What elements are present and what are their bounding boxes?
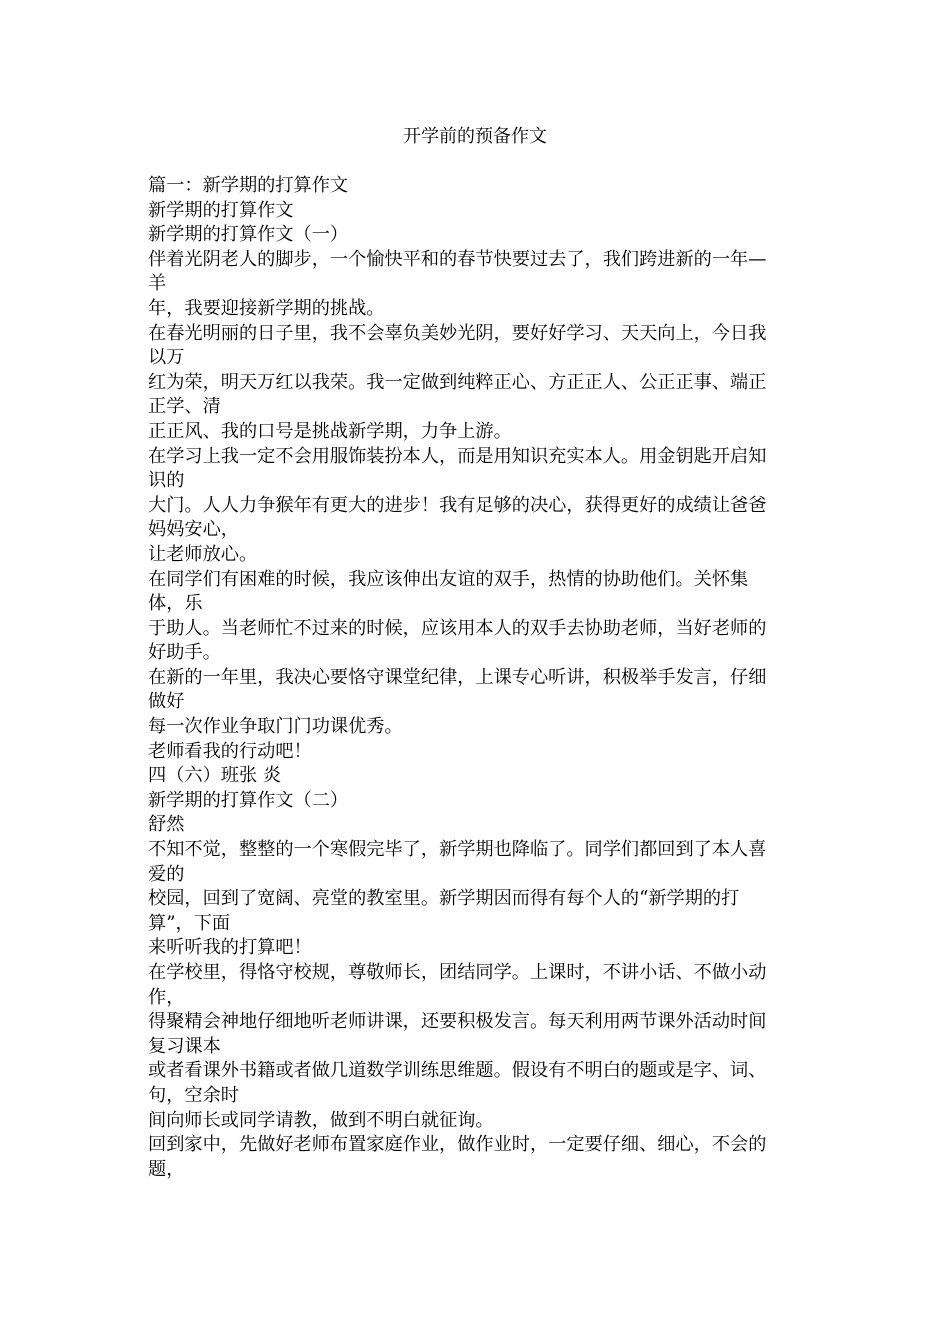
text-line: 新学期的打算作文（二）: [148, 789, 349, 811]
text-line: 在新的一年里，我决心要恪守课堂纪律，上课专心听讲，积极举手发言，仔细: [148, 666, 767, 688]
text-line: 或者看课外书籍或者做几道数学训练思维题。假设有不明白的题或是字、词、: [148, 1060, 767, 1082]
text-line: 伴着光阴老人的脚步，一个愉快平和的春节快要过去了，我们跨进新的一年—: [148, 248, 767, 270]
text-line: 好助手。: [148, 642, 221, 664]
text-line: 体，乐: [148, 593, 203, 615]
text-line: 在同学们有困难的时候，我应该伸出友谊的双手，热情的协助他们。关怀集: [148, 568, 749, 590]
document-title: 开学前的预备作文: [403, 126, 547, 147]
text-line: 于助人。当老师忙不过来的时候，应该用本人的双手去协助老师，当好老师的: [148, 617, 767, 639]
text-line: 间向师长或同学请教，做到不明白就征询。: [148, 1109, 494, 1131]
text-line: 算”，下面: [148, 912, 231, 934]
text-line: 复习课本: [148, 1035, 221, 1057]
text-line: 句，空余时: [148, 1084, 239, 1106]
document-body: [148, 174, 808, 1182]
text-line: 题，: [148, 1158, 185, 1180]
text-line: 新学期的打算作文（一）: [148, 224, 349, 246]
text-line: 在学校里，得恪守校规，尊敬师长，团结同学。上课时，不讲小话、不做小动: [148, 962, 767, 983]
text-line: 年，我要迎接新学期的挑战。: [148, 297, 385, 319]
text-line: 做好: [148, 691, 185, 713]
text-line: 得聚精会神地仔细地听老师讲课，还要积极发言。每天利用两节课外活动时间: [148, 1011, 767, 1033]
text-line: 新学期的打算作文: [148, 199, 294, 221]
text-line: 老师看我的行动吧！: [148, 740, 312, 762]
text-line: 以万: [148, 347, 185, 369]
text-line: 大门。人人力争猴年有更大的进步！我有足够的决心，获得更好的成绩让爸爸: [148, 494, 767, 516]
text-line: 不知不觉，整整的一个寒假完毕了，新学期也降临了。同学们都回到了本人喜: [148, 839, 767, 861]
text-line: 羊: [148, 273, 167, 295]
text-line: 回到家中，先做好老师布置家庭作业，做作业时，一定要仔细、细心，不会的: [148, 1134, 767, 1156]
text-line: 妈妈安心，: [148, 519, 239, 541]
text-line: 四（六）班张 炎: [148, 765, 282, 787]
text-line: 爱的: [148, 863, 185, 885]
text-line: 红为荣，明天万红以我荣。我一定做到纯粹正心、方正正人、公正正事、端正: [148, 371, 767, 393]
text-line: 让老师放心。: [148, 543, 258, 565]
text-line: 每一次作业争取门门功课优秀。: [148, 716, 403, 738]
text-line: 正正风、我的口号是挑战新学期，力争上游。: [148, 420, 512, 442]
text-line: 篇一：新学期的打算作文: [148, 175, 349, 196]
text-line: 作，: [148, 986, 185, 1008]
text-line: 识的: [148, 470, 185, 492]
text-line: 正学、清: [148, 396, 221, 418]
text-line: 在学习上我一定不会用服饰装扮本人，而是用知识充实本人。用金钥匙开启知: [148, 445, 767, 467]
text-line: 在春光明丽的日子里，我不会辜负美妙光阴，要好好学习、天天向上，今日我: [148, 322, 767, 344]
text-line: 来听听我的打算吧！: [148, 937, 312, 959]
text-line: 舒然: [148, 814, 185, 836]
text-line: 校园，回到了宽阔、亮堂的教室里。新学期因而得有每个人的“新学期的打: [148, 888, 740, 910]
